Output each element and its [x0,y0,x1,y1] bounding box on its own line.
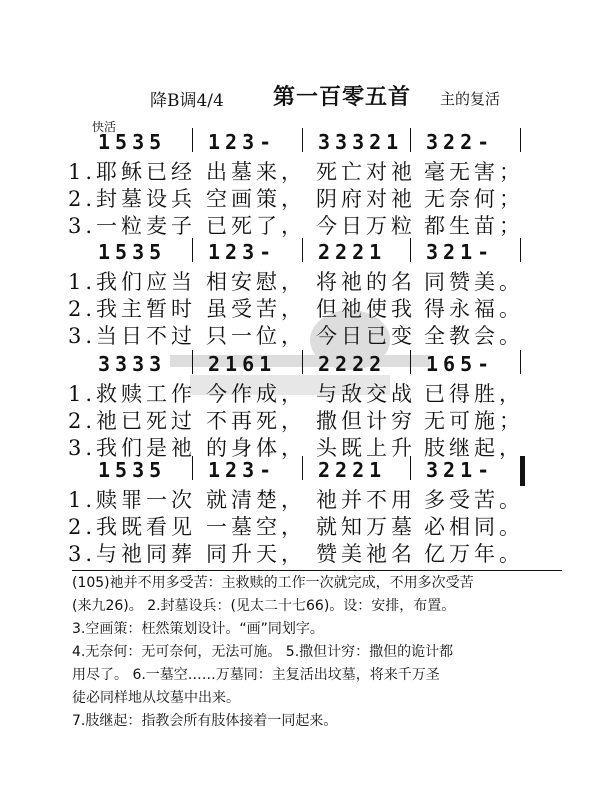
bar-line [192,456,193,480]
lyric-verse-1: 1.我们应当 [68,270,197,294]
measure-notes: 3333 [98,352,167,376]
footnote-line: 7.肢继起：指教会所有肢体接着一同起来。 [72,713,338,729]
measure-notes: 33321 [318,130,404,154]
lyric-verse-2: 一墓空， [206,515,306,539]
lyric-verse-3: 今日万粒 [316,214,416,238]
bar-line [520,456,525,486]
lyric-verse-3: 已死了， [206,214,306,238]
lyric-verse-2: 2.祂已死过 [68,409,197,433]
bar-line [192,238,193,262]
lyric-verse-1: 与敌交战 [316,382,416,406]
footnote-line: 4.无奈何：无可奈何，无法可施。 5.撒但计穷：撒但的诡计都 [72,644,454,660]
lyric-verse-1: 今作成， [206,382,306,406]
bar-line [520,128,521,152]
bar-line [302,238,303,262]
lyric-verse-2: 2.我主暂时 [68,297,197,321]
lyric-verse-2: 但祂使我 [316,297,416,321]
measure-notes: 321- [426,240,495,264]
lyric-verse-3: 3.我们是祂 [68,436,197,460]
lyric-verse-3: 都生苗； [424,214,524,238]
lyric-verse-3: 3.一粒麦子 [68,214,197,238]
footnote-line: (来九26)。 2.封墓设兵：(见太二十七66)。设：安排，布置。 [72,598,456,614]
bar-line [192,350,193,374]
lyric-verse-3: 3.当日不过 [68,324,197,348]
lyric-verse-2: 空画策， [206,187,306,211]
tempo-marking: 快活 [92,120,117,134]
lyric-verse-3: 同升天， [206,542,306,566]
lyric-verse-3: 的身体， [206,436,306,460]
lyric-verse-3: 肢继起， [424,436,524,460]
lyric-verse-3: 3.与祂同葬 [68,542,197,566]
key-signature: 降B调4/4 [150,91,224,111]
lyric-verse-1: 同赞美。 [424,270,524,294]
bar-line [302,456,303,480]
lyric-verse-2: 不再死， [206,409,306,433]
lyric-verse-1: 1.耶稣已经 [68,160,197,184]
lyric-verse-1: 死亡对祂 [316,160,416,184]
lyric-verse-1: 1.救赎工作 [68,382,197,406]
bar-line [520,238,521,262]
lyric-verse-2: 就知万墓 [316,515,416,539]
lyric-verse-3: 只一位， [206,324,306,348]
footnotes [72,572,542,733]
footnote-line: (105)祂并不用多受苦：主救赎的工作一次就完成，不用多次受苦 [72,575,474,591]
measure-notes: 1535 [98,240,167,264]
lyric-verse-2: 2.封墓设兵 [68,187,197,211]
lyric-verse-1: 多受苦。 [424,488,524,512]
bar-line [410,128,411,152]
bar-line [302,350,303,374]
measure-notes: 322- [426,130,495,154]
lyric-verse-1: 就清楚， [206,488,306,512]
measure-notes: 165- [426,352,495,376]
lyric-verse-1: 祂并不用 [316,488,416,512]
measure-notes: 2161 [208,352,277,376]
lyric-verse-2: 得永福。 [424,297,524,321]
hymn-title: 第一百零五首 [273,84,412,110]
measure-notes: 1535 [98,458,167,482]
measure-notes: 2221 [318,458,387,482]
lyric-verse-1: 已得胜， [424,382,524,406]
lyric-verse-3: 今日已变 [316,324,416,348]
measure-notes: 123- [208,240,277,264]
bar-line [520,350,521,374]
footnote-line: 徒必同样地从坟墓中出来。 [72,690,240,706]
bar-line [192,128,193,152]
lyric-verse-1: 1.赎罪一次 [68,488,197,512]
notes-divider [72,570,562,571]
footnote-line: 用尽了。 6.一墓空……万墓同：主复活出坟墓，将来千万圣 [72,667,440,683]
measure-notes: 2221 [318,240,387,264]
bar-line [410,238,411,262]
lyric-verse-3: 亿万年。 [424,542,524,566]
lyric-verse-3: 赞美祂名 [316,542,416,566]
measure-notes: 123- [208,458,277,482]
lyric-verse-2: 2.我既看见 [68,515,197,539]
lyric-verse-1: 毫无害； [424,160,524,184]
lyric-verse-2: 无奈何； [424,187,524,211]
lyric-verse-3: 头既上升 [316,436,416,460]
bar-line [410,350,411,374]
lyric-verse-1: 出墓来， [206,160,306,184]
footnote-line: 3.空画策：枉然策划设计。“画”同划字。 [72,621,324,637]
measure-notes: 321- [426,458,495,482]
lyric-verse-2: 无可施； [424,409,524,433]
lyric-verse-1: 将祂的名 [316,270,416,294]
lyric-verse-2: 虽受苦， [206,297,306,321]
measure-notes: 2222 [318,352,387,376]
lyric-verse-1: 相安慰， [206,270,306,294]
lyric-verse-2: 撒但计穷 [316,409,416,433]
lyric-verse-2: 必相同。 [424,515,524,539]
measure-notes: 123- [208,130,277,154]
bar-line [302,128,303,152]
lyric-verse-2: 阴府对祂 [316,187,416,211]
bar-line [410,456,411,480]
measure-notes: 1535 [98,130,167,154]
lyric-verse-3: 全教会。 [424,324,524,348]
hymn-subtitle: 主的复活 [440,90,501,108]
